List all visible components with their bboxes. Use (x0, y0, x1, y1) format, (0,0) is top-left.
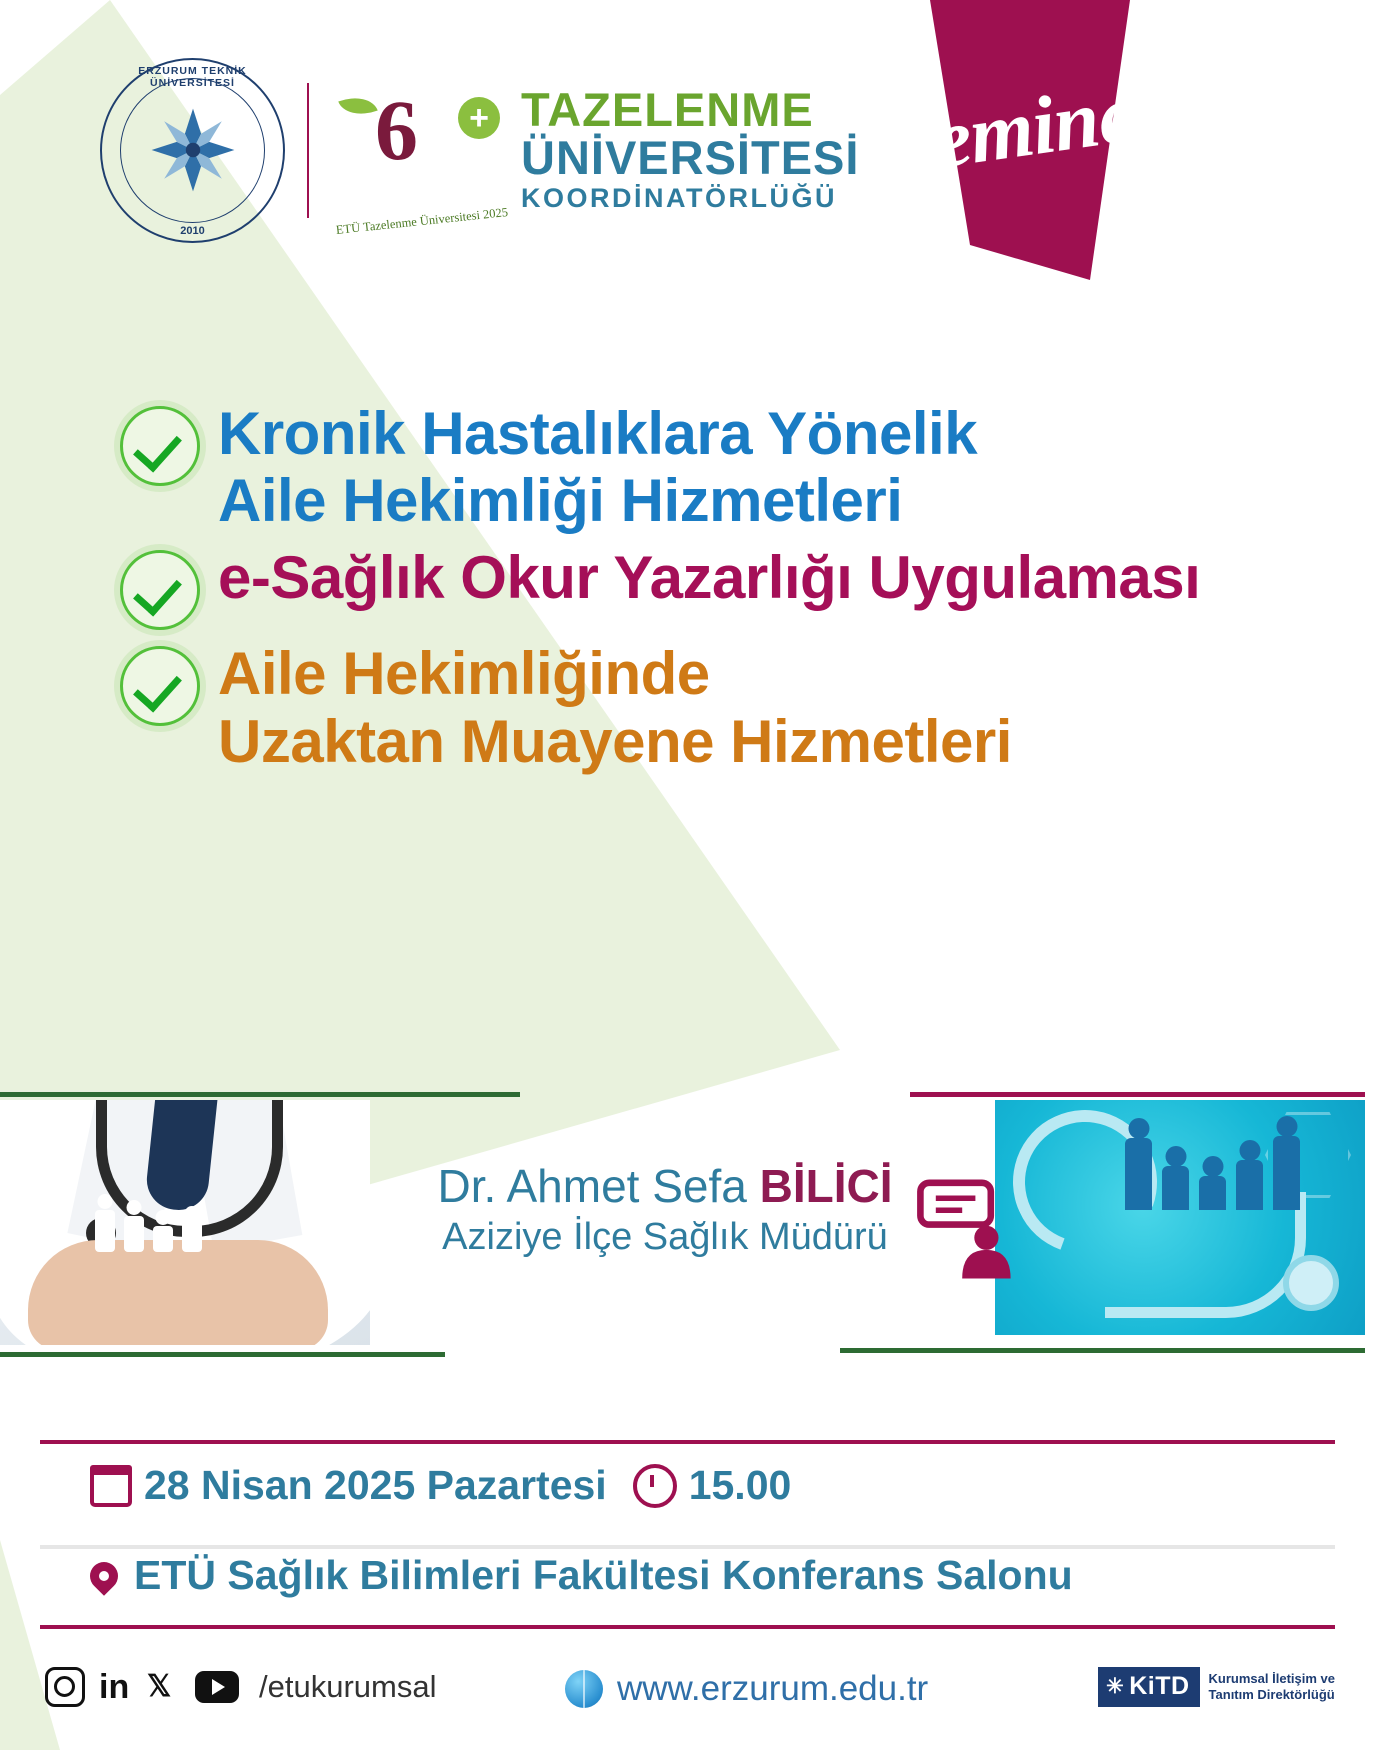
figure-child (1236, 1160, 1263, 1210)
kitd-badge (1098, 1667, 1199, 1707)
seal-year: 2010 (180, 224, 205, 237)
topic-line: Kronik Hastalıklara Yönelik (218, 400, 978, 467)
info-divider-bottom (40, 1625, 1335, 1629)
location-pin-icon (84, 1556, 124, 1596)
info-divider-middle (40, 1545, 1335, 1549)
kitd-badge-text: KiTD (1129, 1672, 1190, 1700)
speaker-title: Aziziye İlçe Sağlık Müdürü (442, 1215, 888, 1258)
speaker-name-prefix: Dr. Ahmet Sefa (437, 1160, 760, 1212)
sixty-number: 6 (375, 82, 418, 178)
topic-list (120, 400, 1280, 785)
sixty-plus-mark (327, 65, 517, 235)
topic-text (218, 640, 1012, 774)
clock-icon (633, 1464, 677, 1508)
speaker-block (385, 1160, 945, 1260)
tazelenme-line1: TAZELENME (521, 82, 814, 136)
check-icon (120, 406, 200, 486)
social-handle: /etukurumsal (259, 1669, 437, 1704)
website-url: www.erzurum.edu.tr (617, 1669, 929, 1708)
youtube-icon[interactable] (195, 1671, 239, 1703)
snowflake-icon: ✳ (1106, 1675, 1125, 1698)
poster-footer (0, 1645, 1375, 1750)
leaf-icon (338, 90, 377, 122)
event-type-label: seminer (898, 63, 1170, 190)
kitd-fulltext (1209, 1671, 1335, 1704)
speaker-surname: BİLİCİ (759, 1160, 893, 1212)
figure-adult (95, 1210, 115, 1252)
plus-badge: + (458, 97, 500, 139)
university-seal (100, 58, 285, 243)
social-links[interactable] (45, 1667, 436, 1707)
stethoscope-bell-icon (1283, 1255, 1339, 1311)
hands-shape (28, 1240, 328, 1345)
tazelenme-logo (327, 65, 859, 235)
seal-top-text: ERZURUM TEKNİK ÜNİVERSİTESİ (138, 64, 247, 89)
event-datetime (90, 1462, 791, 1509)
figure-adult (124, 1216, 144, 1252)
figure-child (153, 1226, 173, 1252)
divider-right-top (910, 1092, 1365, 1097)
stethoscope-cord (1105, 1192, 1306, 1318)
check-icon (120, 550, 200, 630)
presenter-icon (905, 1174, 1015, 1284)
tazelenme-line3: KOORDİNATÖRLÜĞÜ (521, 182, 837, 213)
header-divider (307, 83, 309, 218)
family-figures-icon (1125, 1136, 1300, 1210)
topic-text (218, 400, 977, 534)
tazelenme-arc-text: ETÜ Tazelenme Üniversitesi 2025 (335, 205, 509, 237)
doctor-photo (0, 1100, 370, 1345)
figure-child (1199, 1176, 1226, 1210)
event-time: 15.00 (688, 1462, 792, 1508)
calendar-icon (90, 1465, 132, 1507)
info-divider-top (40, 1440, 1335, 1444)
x-twitter-icon[interactable]: 𝕏 (147, 1670, 172, 1703)
instagram-icon[interactable] (45, 1667, 85, 1707)
figure-adult (1125, 1138, 1152, 1210)
topic-line: Aile Hekimliğinde (218, 640, 710, 708)
linkedin-icon[interactable]: in (99, 1668, 130, 1706)
globe-icon (565, 1670, 603, 1708)
figure-child (182, 1222, 202, 1252)
star-emblem-icon (148, 105, 238, 195)
topic-item (120, 640, 1280, 774)
kitd-logo (1098, 1667, 1335, 1707)
divider-right-bottom (840, 1348, 1365, 1353)
speaker-name (385, 1160, 945, 1213)
event-date: 28 Nisan 2025 Pazartesi (144, 1462, 607, 1508)
check-icon (120, 646, 200, 726)
topic-line: Aile Hekimliği Hizmetleri (218, 467, 903, 535)
poster-header (0, 50, 1000, 250)
figure-child (1162, 1166, 1189, 1210)
website-link[interactable] (565, 1669, 928, 1709)
event-venue: ETÜ Sağlık Bilimleri Fakültesi Konferans Salonu (134, 1552, 1073, 1598)
divider-left-top (0, 1092, 520, 1097)
kitd-line1: Kurumsal İletişim ve (1208, 1670, 1335, 1686)
tazelenme-wordmark (521, 82, 860, 214)
topic-item (120, 544, 1280, 630)
topic-line: Uzaktan Muayene Hizmetleri (218, 707, 1012, 775)
topic-line: e-Sağlık Okur Yazarlığı Uygulaması (218, 544, 1201, 612)
topic-text (218, 544, 1200, 611)
event-venue-line (90, 1552, 1073, 1599)
divider-left-bottom (0, 1352, 445, 1357)
digital-health-photo (995, 1100, 1365, 1335)
family-figures-icon (95, 1210, 202, 1252)
kitd-line2: Tanıtım Direktörlüğü (1208, 1687, 1335, 1702)
figure-adult (1273, 1136, 1300, 1210)
topic-item (120, 400, 1280, 534)
tazelenme-line2: ÜNİVERSİTESİ (521, 130, 860, 184)
